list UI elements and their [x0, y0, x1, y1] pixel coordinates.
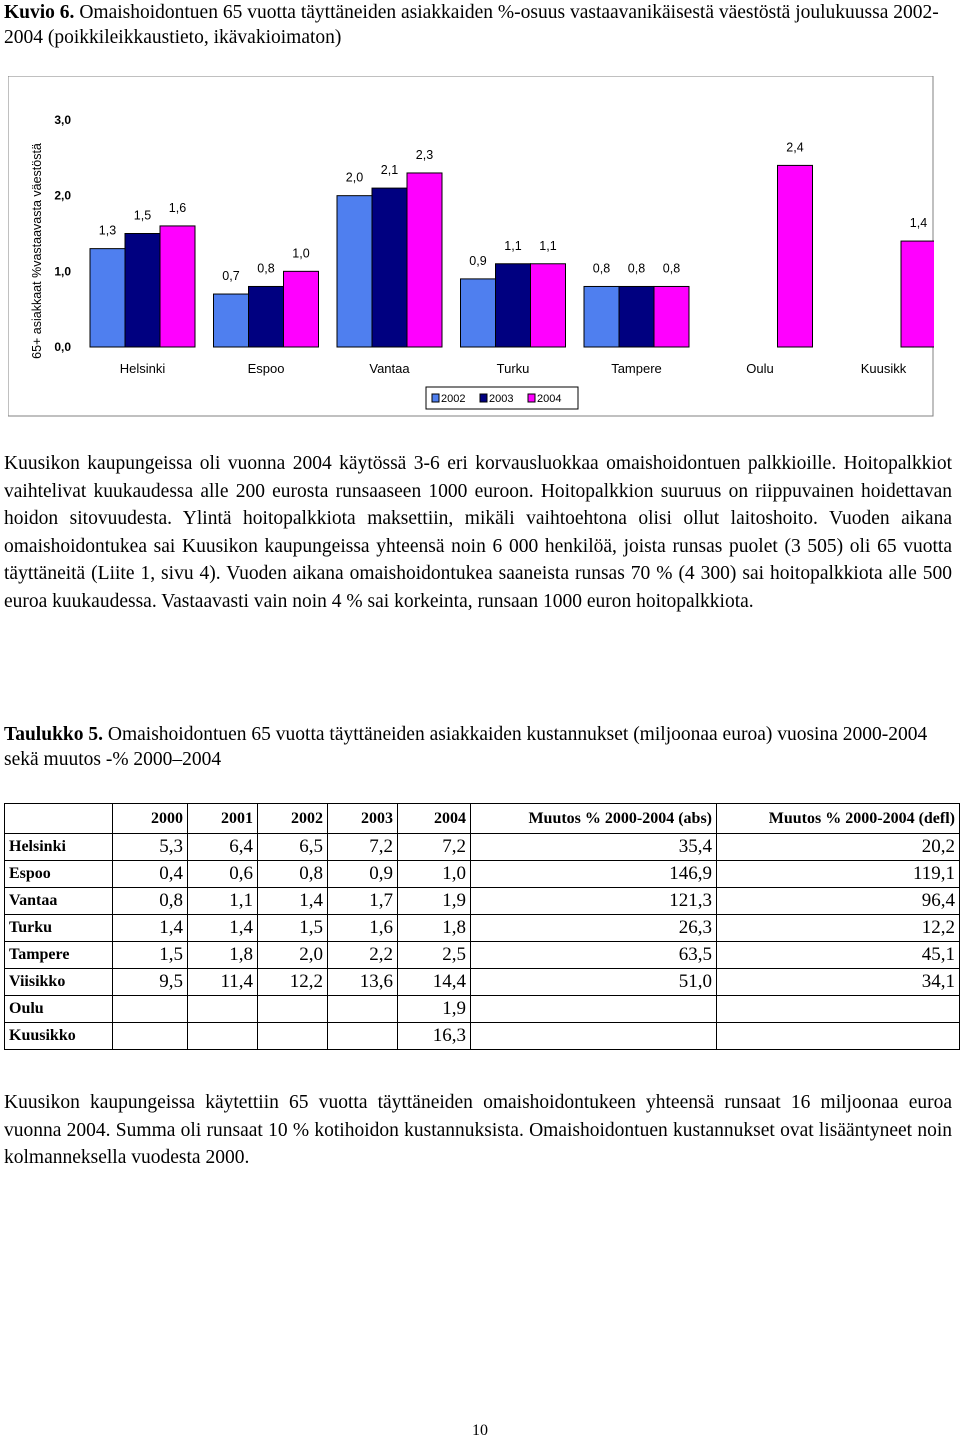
table-cell: 11,4: [188, 969, 258, 996]
bar-2003-vantaa: [372, 188, 407, 347]
table-cell: 1,4: [258, 888, 328, 915]
row-label: Oulu: [5, 996, 113, 1023]
table-cell: 119,1: [717, 861, 960, 888]
table-cell: 9,5: [113, 969, 188, 996]
table-row: [5, 996, 960, 1023]
table-cell: 1,9: [398, 888, 471, 915]
legend-label: 2004: [537, 393, 562, 405]
bar-2004-helsinki: [160, 226, 195, 347]
y-tick-label: 2,0: [54, 188, 71, 203]
table-cell: 5,3: [113, 834, 188, 861]
table-caption: [4, 722, 956, 772]
table-cell: 0,8: [113, 888, 188, 915]
header-cell: 2000: [113, 804, 188, 834]
legend-swatch: [528, 394, 535, 402]
table-cell: [188, 1023, 258, 1050]
cost-table: [4, 803, 960, 1050]
table-cell: 96,4: [717, 888, 960, 915]
header-cell-empty: [5, 804, 113, 834]
y-tick-label: 0,0: [54, 340, 71, 354]
table-row: [5, 915, 960, 942]
table-cell: 146,9: [471, 861, 717, 888]
table-cell: 1,5: [258, 915, 328, 942]
bar-2004-kuusikk: [901, 241, 934, 347]
table-row: [5, 1023, 960, 1050]
figure-caption-text: Omaishoidontuen 65 vuotta täyttäneiden asiakkaiden %-osuus vastaavanikäisestä väestöstä joulukuussa 2002-2004 (poikkileikkaustieto, ikävakioimaton): [4, 2, 939, 48]
data-label: 1,1: [539, 238, 557, 253]
page-number: 10: [472, 1422, 488, 1439]
x-tick-label: Kuusikk: [860, 361, 907, 376]
header-cell: 2001: [188, 804, 258, 834]
table-cell: 13,6: [328, 969, 398, 996]
y-tick-label: 3,0: [54, 113, 71, 127]
table-cell: 26,3: [471, 915, 717, 942]
header-cell: 2003: [328, 804, 398, 834]
table-cell: 20,2: [717, 834, 960, 861]
table-header-row: [5, 804, 960, 834]
table-cell: 35,4: [471, 834, 717, 861]
bar-2004-espoo: [284, 271, 319, 347]
table-cell: 2,0: [258, 942, 328, 969]
table-cell: 12,2: [717, 915, 960, 942]
data-label: 2,0: [345, 170, 364, 185]
data-label: 0,8: [662, 261, 681, 276]
table-row: [5, 861, 960, 888]
header-cell: 2004: [398, 804, 471, 834]
bar-2003-tampere: [619, 286, 654, 347]
bar-2004-vantaa: [407, 173, 442, 347]
bar-chart: [8, 76, 960, 417]
table-cell: 7,2: [398, 834, 471, 861]
bar-2002-helsinki: [90, 249, 125, 347]
data-label: 0,8: [592, 261, 611, 276]
x-tick-label: Espoo: [247, 361, 285, 376]
legend-swatch: [432, 394, 439, 402]
row-label: Helsinki: [5, 834, 113, 861]
table-cell: 14,4: [398, 969, 471, 996]
table-body: [5, 834, 960, 1050]
x-tick-label: Oulu: [746, 361, 774, 376]
bar-2003-helsinki: [125, 234, 160, 348]
bar-2004-turku: [531, 264, 566, 347]
table-cell: [328, 996, 398, 1023]
table-cell: [188, 996, 258, 1023]
table-cell: 6,5: [258, 834, 328, 861]
data-label: 0,8: [627, 261, 646, 276]
table-cell: 51,0: [471, 969, 717, 996]
table-cell: 1,0: [398, 861, 471, 888]
table-cell: 6,4: [188, 834, 258, 861]
table-row: [5, 942, 960, 969]
table-cell: 0,8: [258, 861, 328, 888]
bar-2003-turku: [496, 264, 531, 347]
data-label: 1,4: [909, 216, 928, 231]
chart-svg: [8, 76, 934, 417]
row-label: Turku: [5, 915, 113, 942]
x-tick-label: Tampere: [611, 361, 662, 376]
table-cell: 2,5: [398, 942, 471, 969]
table-cell: 1,9: [398, 996, 471, 1023]
row-label: Kuusikko: [5, 1023, 113, 1050]
row-label: Vantaa: [5, 888, 113, 915]
table-cell: [471, 1023, 717, 1050]
bar-2004-oulu: [778, 165, 813, 347]
table-cell: 2,2: [328, 942, 398, 969]
figure-caption-label: Kuvio 6.: [4, 2, 75, 23]
x-tick-label: Vantaa: [369, 361, 410, 376]
table-cell: [113, 1023, 188, 1050]
table-cell: 12,2: [258, 969, 328, 996]
bar-2002-tampere: [584, 286, 619, 347]
legend-label: 2003: [489, 393, 514, 405]
x-tick-label: Turku: [496, 361, 530, 376]
table-cell: 0,9: [328, 861, 398, 888]
legend: [426, 387, 578, 409]
table-cell: 63,5: [471, 942, 717, 969]
table-row: [5, 969, 960, 996]
table-cell: [258, 996, 328, 1023]
table-cell: 16,3: [398, 1023, 471, 1050]
table-cell: 7,2: [328, 834, 398, 861]
data-label: 0,7: [222, 269, 240, 284]
y-tick-label: 1,0: [54, 264, 71, 279]
data-label: 1,0: [292, 246, 310, 261]
table-cell: 1,1: [188, 888, 258, 915]
table-cell: [717, 996, 960, 1023]
table-cell: [717, 1023, 960, 1050]
y-axis-label: 65+ asiakkaat %vastaavasta väestöstä: [30, 143, 44, 359]
bar-2002-turku: [461, 279, 496, 347]
table-cell: [328, 1023, 398, 1050]
row-label: Tampere: [5, 942, 113, 969]
table-cell: [113, 996, 188, 1023]
table-cell: 0,4: [113, 861, 188, 888]
table-cell: 121,3: [471, 888, 717, 915]
data-label: 1,6: [168, 200, 187, 215]
table-cell: 0,6: [188, 861, 258, 888]
bar-2004-tampere: [654, 286, 689, 347]
row-label: Espoo: [5, 861, 113, 888]
bar-2003-espoo: [249, 286, 284, 347]
table-cell: 1,5: [113, 942, 188, 969]
table-cell: 1,8: [188, 942, 258, 969]
data-label: 1,3: [98, 223, 117, 238]
legend-swatch: [480, 394, 487, 402]
data-label: 1,5: [133, 208, 152, 223]
data-label: 0,9: [469, 253, 487, 268]
table-cell: 1,8: [398, 915, 471, 942]
legend-label: 2002: [441, 393, 466, 405]
table-row: [5, 834, 960, 861]
table-cell: 1,4: [113, 915, 188, 942]
body-paragraph-1: Kuusikon kaupungeissa oli vuonna 2004 käytössä 3-6 eri korvausluokkaa omaishoidontuen palkkioille. Hoitopalkkiot vaihtelivat kuukaudessa alle 200 eurosta runsaaseen 1000 euroon. Hoitopalkkion suuruus on riippuvainen hoidettavan hoidon sitovuudesta. Ylintä hoitopalkkiota maksettiin, mikäli vaihtoehtona olisi ollut laitoshoito. Vuoden aikana omaishoidontukea sai Kuusikon kaupungeissa yhteensä noin 6 000 henkilöä, joista runsas puolet (3 505) oli 65 vuotta täyttäneitä (Liite 1, sivu 4). Vuoden aikana omaishoidontukea saaneista runsas 70 % (4 300) sai hoitopalkkiota alle 500 euroa kuukaudessa. Vastaavasti vain noin 4 % sai korkeinta, runsaan 1000 euron hoitopalkkiota.: [4, 453, 952, 612]
table-cell: 45,1: [717, 942, 960, 969]
table-caption-text: Omaishoidontuen 65 vuotta täyttäneiden asiakkaiden kustannukset (miljoonaa euroa) vuosina 2000-2004 sekä muutos -% 2000–2004: [4, 724, 928, 770]
table-cell: [258, 1023, 328, 1050]
table-cell: 1,6: [328, 915, 398, 942]
header-cell: Muutos % 2000-2004 (defl): [717, 804, 960, 834]
body-paragraph-2: Kuusikon kaupungeissa käytettiin 65 vuotta täyttäneiden omaishoidontukeen yhteensä runsaat 16 miljoonaa euroa vuonna 2004. Summa oli runsaat 10 % kotihoidon kustannuksista. Omaishoidontuen kustannukset ovat lisääntyneet noin kolmanneksella vuodesta 2000.: [4, 1092, 952, 1168]
data-label: 1,1: [504, 238, 522, 253]
data-label: 0,8: [257, 261, 275, 276]
table-row: [5, 888, 960, 915]
table-cell: 1,4: [188, 915, 258, 942]
header-cell: 2002: [258, 804, 328, 834]
header-cell: Muutos % 2000-2004 (abs): [471, 804, 717, 834]
table-cell: 1,7: [328, 888, 398, 915]
figure-caption: [4, 0, 956, 50]
table-caption-label: Taulukko 5.: [4, 724, 104, 745]
bar-2002-vantaa: [337, 196, 372, 347]
row-label: Viisikko: [5, 969, 113, 996]
table-cell: 34,1: [717, 969, 960, 996]
bar-2002-espoo: [214, 294, 249, 347]
data-label: 2,3: [415, 147, 434, 162]
data-label: 2,4: [786, 140, 804, 155]
table-cell: [471, 996, 717, 1023]
x-tick-label: Helsinki: [119, 361, 166, 376]
data-label: 2,1: [380, 163, 399, 178]
